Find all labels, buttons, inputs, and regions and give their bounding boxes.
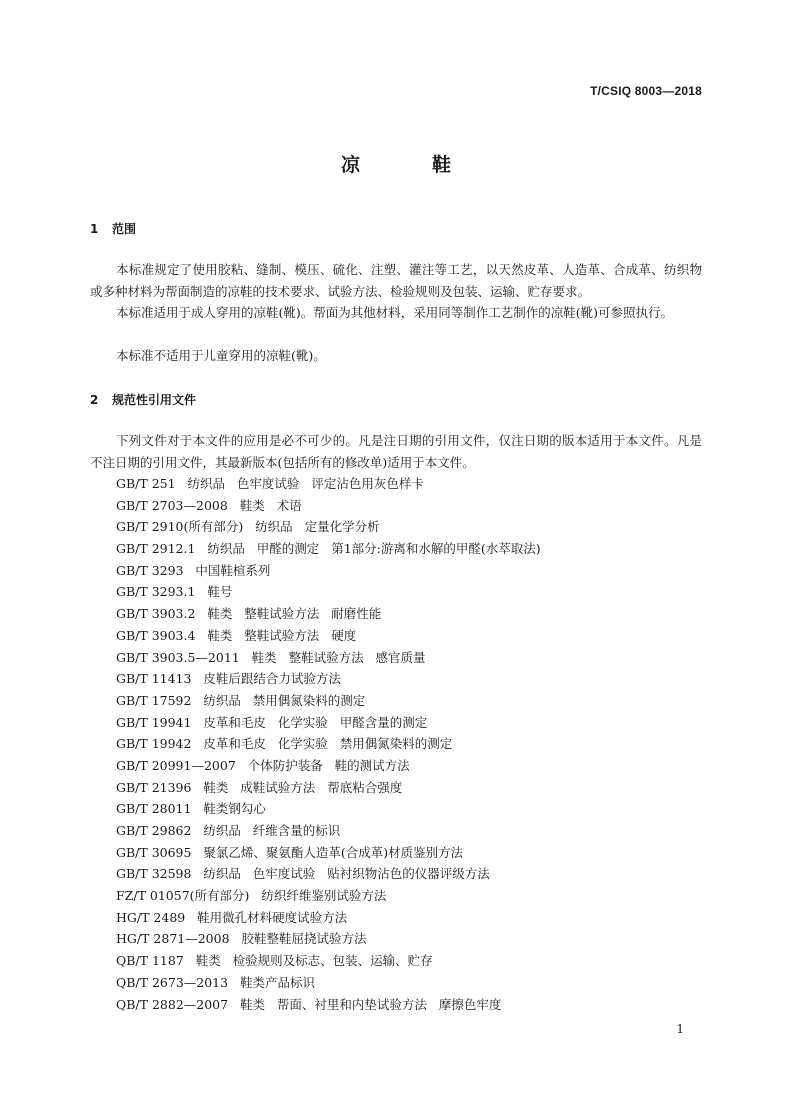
section-1-title: 范围 (112, 222, 137, 236)
reference-item: HG/T 2489 鞋用微孔材料硬度试验方法 (116, 909, 348, 925)
title-char-1: 凉 (340, 154, 360, 176)
reference-item: GB/T 28011 鞋类钢勾心 (116, 801, 266, 817)
reference-item: GB/T 32598 纺织品 色牢度试验 贴衬织物沾色的仪器评级方法 (116, 866, 490, 882)
scope-paragraph-1: 本标准规定了使用胶粘、缝制、模压、硫化、注塑、灌注等工艺，以天然皮革、人造革、合成革、纺织物或多种材料为帮面制造的凉鞋的技术要求、试验方法、检验规则及包装、运输、贮存要求。 (90, 262, 702, 299)
reference-item: GB/T 17592 纺织品 禁用偶氮染料的测定 (116, 692, 366, 708)
scope-paragraph-2: 本标准适用于成人穿用的凉鞋(靴)。帮面为其他材料，采用同等制作工艺制作的凉鞋(靴)可参照执行。 (116, 305, 674, 320)
document-code: T/CSIQ 8003—2018 (590, 84, 702, 98)
reference-item: GB/T 3293 中国鞋楦系列 (116, 562, 271, 578)
title-char-2: 鞋 (432, 154, 452, 176)
scope-paragraph-3: 本标准不适用于儿童穿用的凉鞋(靴)。 (116, 348, 326, 363)
reference-item: GB/T 2910(所有部分) 纺织品 定量化学分析 (116, 519, 380, 535)
page-number: 1 (676, 1022, 684, 1036)
section-2-title: 规范性引用文件 (112, 393, 197, 407)
reference-item: GB/T 29862 纺织品 纤维含量的标识 (116, 823, 341, 838)
section-2-heading (90, 391, 196, 408)
reference-item: GB/T 19941 皮革和毛皮 化学实验 甲醛含量的测定 (116, 714, 428, 730)
reference-list (116, 473, 541, 1015)
reference-item: GB/T 21396 鞋类 成鞋试验方法 帮底粘合强度 (116, 779, 403, 795)
reference-item: GB/T 251 纺织品 色牢度试验 评定沾色用灰色样卡 (116, 476, 424, 491)
reference-item: GB/T 2703—2008 鞋类 术语 (116, 497, 302, 513)
reference-item: GB/T 30695 聚氯乙烯、聚氨酯人造革(合成革)材质鉴别方法 (116, 844, 464, 860)
reference-item: QB/T 2673—2013 鞋类产品标识 (116, 974, 315, 990)
reference-item: GB/T 20991—2007 个体防护装备 鞋的测试方法 (116, 757, 410, 773)
reference-item: GB/T 3903.2 鞋类 整鞋试验方法 耐磨性能 (116, 606, 382, 622)
reference-item: GB/T 19942 皮革和毛皮 化学实验 禁用偶氮染料的测定 (116, 736, 453, 752)
reference-item: GB/T 3903.5—2011 鞋类 整鞋试验方法 感官质量 (116, 649, 426, 665)
section-1-number: 1 (90, 222, 99, 236)
reference-item: GB/T 3293.1 鞋号 (116, 584, 233, 600)
reference-item: GB/T 3903.4 鞋类 整鞋试验方法 硬度 (116, 627, 357, 643)
reference-item: QB/T 2882—2007 鞋类 帮面、衬里和内垫试验方法 摩擦色牢度 (116, 996, 502, 1012)
references-intro: 下列文件对于本文件的应用是必不可少的。凡是注日期的引用文件，仅注日期的版本适用于本文件。凡是不注日期的引用文件，其最新版本(包括所有的修改单)适用于本文件。 (90, 433, 702, 470)
reference-item: QB/T 1187 鞋类 检验规则及标志、包装、运输、贮存 (116, 953, 433, 969)
reference-item: HG/T 2871—2008 胶鞋整鞋屈挠试验方法 (116, 931, 367, 947)
reference-item: GB/T 11413 皮鞋后跟结合力试验方法 (116, 671, 341, 687)
section-2-number: 2 (90, 393, 99, 407)
document-title (0, 150, 792, 177)
reference-item: FZ/T 01057(所有部分) 纺织纤维鉴别试验方法 (116, 888, 387, 904)
reference-item: GB/T 2912.1 纺织品 甲醛的测定 第1部分:游离和水解的甲醛(水萃取法) (116, 541, 541, 557)
section-1-heading (90, 220, 136, 237)
